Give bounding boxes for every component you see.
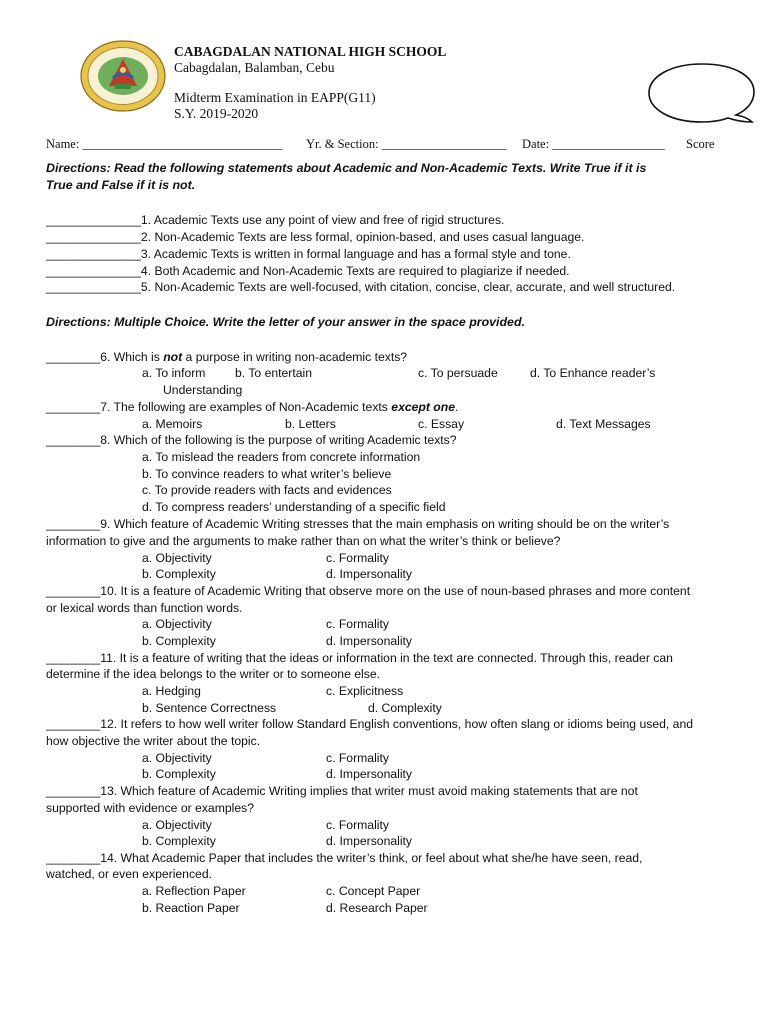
school-name: CABAGDALAN NATIONAL HIGH SCHOOL [174, 44, 447, 59]
part2-directions: Directions: Multiple Choice. Write the letter of your answer in the space provided. [46, 315, 525, 329]
question-14: ________14. What Academic Paper that includes the writer’s think, or feel about what she/he have seen, read, [46, 851, 643, 865]
q6-option-d: d. To Enhance reader’s [530, 366, 656, 380]
school-seal-logo [80, 40, 166, 112]
q9-option-d: d. Impersonality [326, 567, 413, 581]
q9-option-b: b. Complexity [142, 567, 216, 581]
q11-option-c: c. Explicitness [326, 684, 404, 698]
q6-option-b: b. To entertain [235, 366, 313, 380]
q13-option-c: c. Formality [326, 818, 389, 832]
section-field: Yr. & Section: ____________________ [306, 137, 507, 151]
q7-text-pre: ________7. The following are examples of Non-Academic texts [46, 400, 392, 414]
q8-option-c: c. To provide readers with facts and evidences [142, 483, 392, 497]
tf-item-1: ______________1. Academic Texts use any point of view and free of rigid structures. [46, 213, 505, 227]
q10-option-a: a. Objectivity [142, 617, 212, 631]
q6-option-d-cont: Understanding [163, 383, 243, 397]
q8-option-d: d. To compress readers’ understanding of a specific field [142, 500, 446, 514]
q6-text-pre: ________6. Which is [46, 350, 164, 364]
q14-option-d: d. Research Paper [326, 901, 428, 915]
q7-option-b: b. Letters [285, 417, 336, 431]
score-oval [646, 62, 756, 124]
exam-title: Midterm Examination in EAPP(G11) [174, 90, 376, 105]
question-13: ________13. Which feature of Academic Writing implies that writer must avoid making statements that are not [46, 784, 638, 798]
q9-option-a: a. Objectivity [142, 551, 212, 565]
question-8: ________8. Which of the following is the purpose of writing Academic texts? [46, 433, 457, 447]
q7-emphasis: except one [391, 400, 455, 414]
score-label: Score [686, 137, 715, 151]
q8-option-b: b. To convince readers to what writer’s believe [142, 467, 392, 481]
q10-option-c: c. Formality [326, 617, 389, 631]
school-year: S.Y. 2019-2020 [174, 106, 259, 121]
tf-item-2: ______________2. Non-Academic Texts are less formal, opinion-based, and uses casual language. [46, 230, 585, 244]
q12-option-c: c. Formality [326, 751, 389, 765]
q6-option-a: a. To inform [142, 366, 206, 380]
q11-option-b: b. Sentence Correctness [142, 701, 277, 715]
school-address: Cabagdalan, Balamban, Cebu [174, 60, 335, 75]
q13-option-d: d. Impersonality [326, 834, 413, 848]
question-6 [46, 349, 407, 366]
q14-option-a: a. Reflection Paper [142, 884, 246, 898]
name-field: Name: ________________________________ [46, 137, 283, 151]
q6-option-c: c. To persuade [418, 366, 498, 380]
question-14-cont: watched, or even experienced. [46, 867, 212, 881]
q14-option-c: c. Concept Paper [326, 884, 421, 898]
part1-directions: Directions: Read the following statements about Academic and Non-Academic Texts. Write True if it is [46, 161, 647, 175]
q10-option-d: d. Impersonality [326, 634, 413, 648]
q9-option-c: c. Formality [326, 551, 389, 565]
question-13-cont: supported with evidence or examples? [46, 801, 254, 815]
q8-option-a: a. To mislead the readers from concrete information [142, 450, 421, 464]
tf-item-3: ______________3. Academic Texts is written in formal language and has a formal style and tone. [46, 247, 571, 261]
question-11-cont: determine if the idea belongs to the writer or to someone else. [46, 667, 380, 681]
q7-option-c: c. Essay [418, 417, 465, 431]
q13-option-b: b. Complexity [142, 834, 216, 848]
q12-option-a: a. Objectivity [142, 751, 212, 765]
q11-option-a: a. Hedging [142, 684, 201, 698]
q7-option-a: a. Memoirs [142, 417, 203, 431]
question-9: ________9. Which feature of Academic Writing stresses that the main emphasis on writing should be on the writer’s [46, 517, 670, 531]
question-12-cont: how objective the writer about the topic. [46, 734, 261, 748]
q7-text-post: . [454, 400, 459, 414]
q12-option-d: d. Impersonality [326, 767, 413, 781]
q6-emphasis: not [163, 350, 183, 364]
q11-option-d: d. Complexity [368, 701, 442, 715]
question-9-cont: information to give and the arguments to make rather than on what the writer’s think or believe? [46, 534, 561, 548]
q12-option-b: b. Complexity [142, 767, 216, 781]
question-7 [46, 399, 458, 416]
part1-directions-cont: True and False if it is not. [46, 178, 196, 192]
q13-option-a: a. Objectivity [142, 818, 212, 832]
q10-option-b: b. Complexity [142, 634, 216, 648]
question-10: ________10. It is a feature of Academic Writing that observe more on the use of noun-based phrases and more content [46, 584, 691, 598]
q14-option-b: b. Reaction Paper [142, 901, 240, 915]
q7-option-d: d. Text Messages [556, 417, 651, 431]
question-12: ________12. It refers to how well writer follow Standard English conventions, how often slang or idioms being used, and [46, 717, 693, 731]
tf-item-5: ______________5. Non-Academic Texts are well-focused, with citation, concise, clear, accurate, and well structured. [46, 280, 676, 294]
question-11: ________11. It is a feature of writing that the ideas or information in the text are connected. Through this, reader can [46, 651, 673, 665]
tf-item-4: ______________4. Both Academic and Non-Academic Texts are required to plagiarize if needed. [46, 264, 570, 278]
question-10-cont: or lexical words than function words. [46, 601, 243, 615]
date-field: Date: __________________ [522, 137, 665, 151]
q6-text-post: a purpose in writing non-academic texts? [182, 350, 408, 364]
